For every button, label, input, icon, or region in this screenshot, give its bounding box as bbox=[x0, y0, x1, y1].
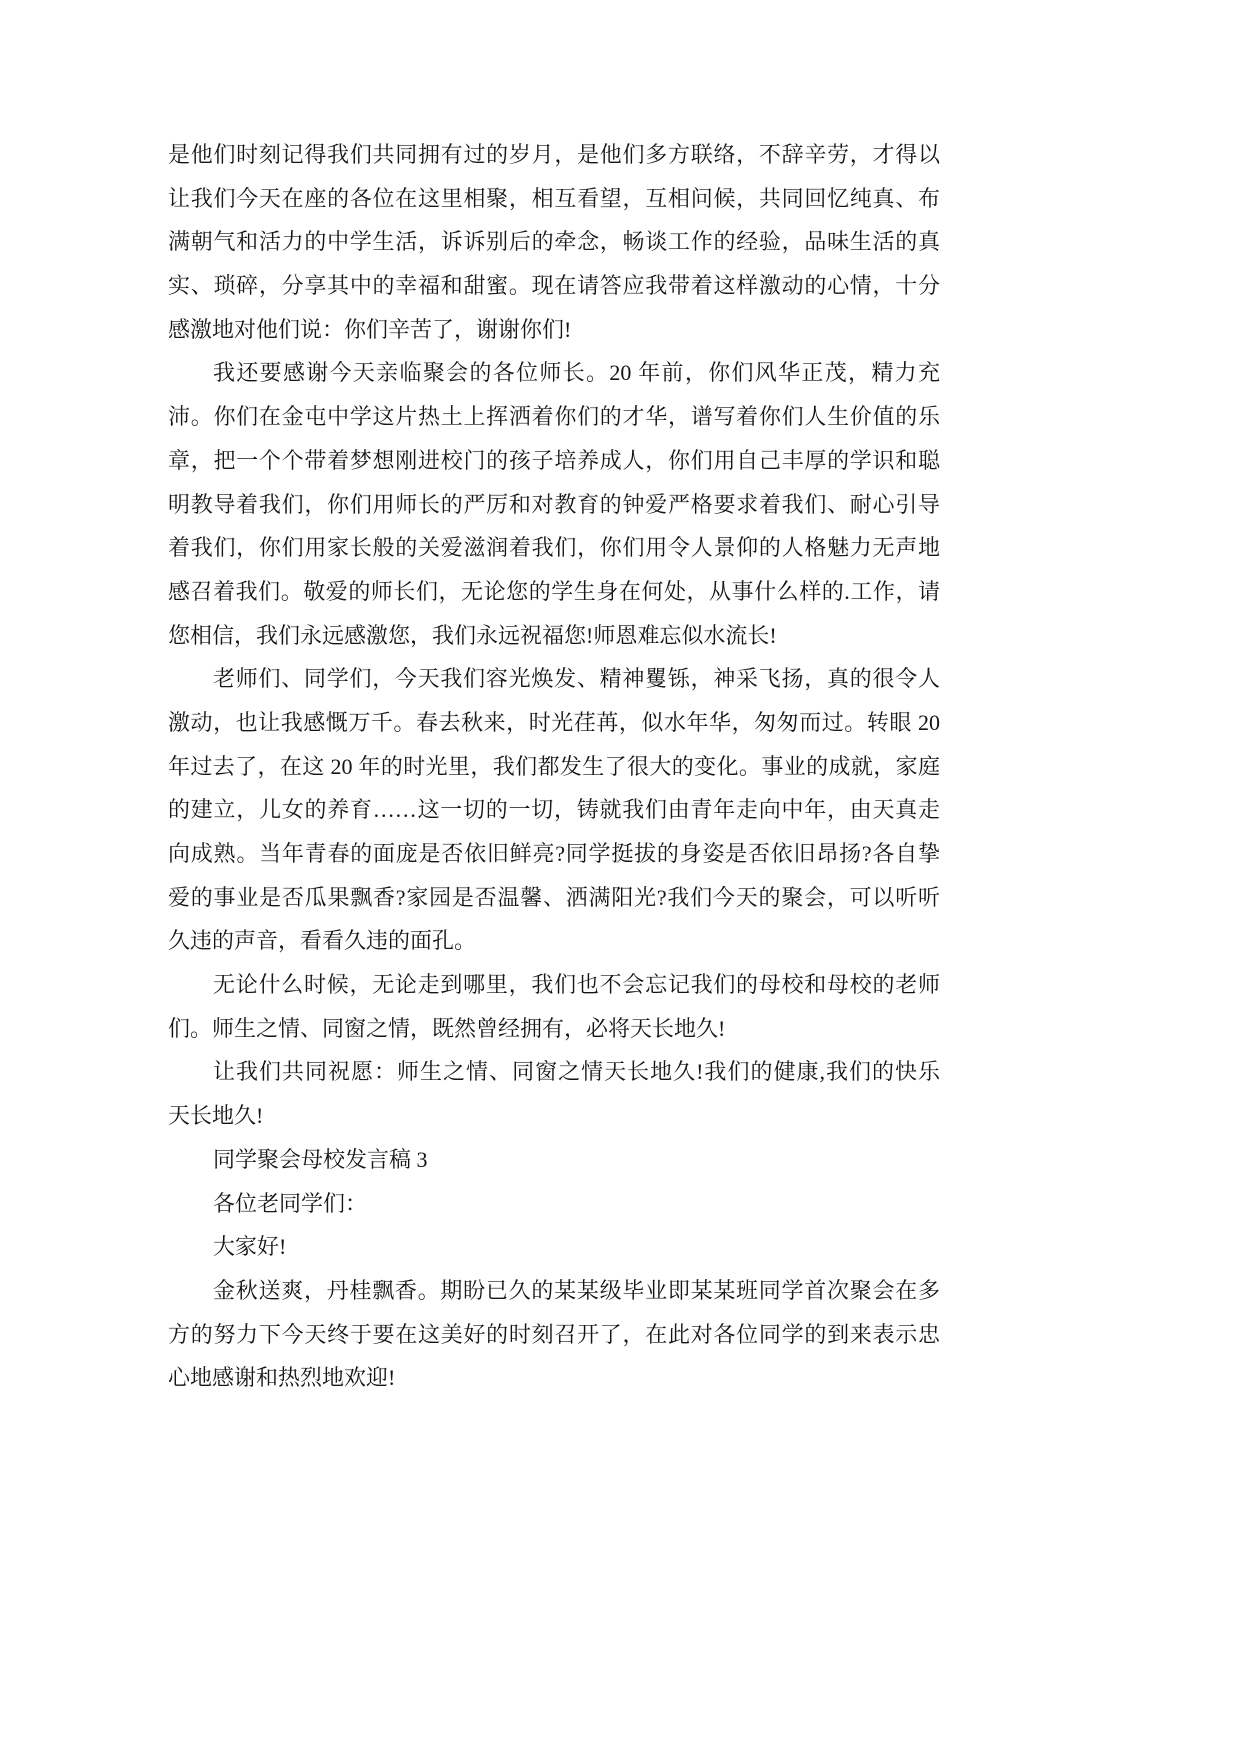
paragraph-line: 方的努力下今天终于要在这美好的时刻召开了，在此对各位同学的到来表示忠 bbox=[168, 1321, 940, 1347]
paragraph-line: 章，把一个个带着梦想刚进校门的孩子培养成人，你们用自己丰厚的学识和聪 bbox=[168, 447, 940, 473]
paragraph-line: 老师们、同学们，今天我们容光焕发、精神矍铄，神采飞扬，真的很令人 bbox=[213, 666, 940, 692]
paragraph-line: 金秋送爽，丹桂飘香。期盼已久的某某级毕业即某某班同学首次聚会在多 bbox=[213, 1277, 940, 1303]
section-heading bbox=[168, 1138, 940, 1182]
paragraph-line: 满朝气和活力的中学生活，诉诉别后的牵念，畅谈工作的经验，品味生活的真 bbox=[168, 229, 940, 255]
paragraph-line: 们。师生之情、同窗之情，既然曾经拥有，必将天长地久! bbox=[168, 1015, 726, 1041]
document-body bbox=[168, 133, 940, 1400]
paragraph bbox=[168, 963, 940, 1050]
paragraph-line: 向成熟。当年青春的面庞是否依旧鲜亮?同学挺拔的身姿是否依旧昂扬?各自挚 bbox=[168, 841, 940, 866]
paragraph bbox=[168, 351, 940, 657]
paragraph-line: 年过去了，在这 20 年的时光里，我们都发生了很大的变化。事业的成就，家庭 bbox=[168, 753, 940, 779]
paragraph-line: 爱的事业是否瓜果飘香?家园是否温馨、洒满阳光?我们今天的聚会，可以听听 bbox=[168, 884, 940, 910]
paragraph-line: 久违的声音，看看久违的面孔。 bbox=[168, 928, 477, 954]
paragraph bbox=[168, 133, 940, 351]
salutation-text: 各位老同学们： bbox=[213, 1190, 368, 1216]
paragraph-line: 心地感谢和热烈地欢迎! bbox=[168, 1365, 396, 1391]
paragraph-line: 感召着我们。敬爱的师长们，无论您的学生身在何处，从事什么样的.工作，请 bbox=[168, 578, 940, 604]
paragraph-line: 激动，也让我感慨万千。春去秋来，时光荏苒，似水年华，匆匆而过。转眼 20 bbox=[168, 709, 940, 735]
paragraph-line: 我还要感谢今天亲临聚会的各位师长。20 年前，你们风华正茂，精力充 bbox=[213, 360, 940, 386]
paragraph bbox=[168, 1269, 940, 1400]
paragraph-line: 天长地久! bbox=[168, 1103, 264, 1129]
salutation bbox=[168, 1182, 940, 1226]
paragraph-line: 您相信，我们永远感激您，我们永远祝福您!师恩难忘似水流长! bbox=[168, 622, 777, 648]
paragraph bbox=[168, 657, 940, 963]
section-heading-text: 同学聚会母校发言稿 3 bbox=[213, 1146, 428, 1172]
paragraph-line: 的建立，儿女的养育……这一切的一切，铸就我们由青年走向中年，由天真走 bbox=[168, 797, 940, 823]
paragraph-line: 无论什么时候，无论走到哪里，我们也不会忘记我们的母校和母校的老师 bbox=[213, 972, 940, 998]
paragraph-line: 着我们，你们用家长般的关爱滋润着我们，你们用令人景仰的人格魅力无声地 bbox=[168, 535, 940, 561]
paragraph-line: 实、琐碎，分享其中的幸福和甜蜜。现在请答应我带着这样激动的心情，十分 bbox=[168, 273, 940, 299]
paragraph-line: 是他们时刻记得我们共同拥有过的岁月，是他们多方联络，不辞辛劳，才得以 bbox=[168, 142, 940, 167]
greeting bbox=[168, 1225, 940, 1269]
paragraph-line: 沛。你们在金屯中学这片热土上挥洒着你们的才华，谱写着你们人生价值的乐 bbox=[168, 404, 940, 430]
greeting-text: 大家好! bbox=[213, 1234, 287, 1260]
paragraph-line: 感激地对他们说：你们辛苦了，谢谢你们! bbox=[168, 316, 572, 342]
paragraph bbox=[168, 1050, 940, 1137]
paragraph-line: 明教导着我们，你们用师长的严厉和对教育的钟爱严格要求着我们、耐心引导 bbox=[168, 491, 940, 517]
paragraph-line: 让我们今天在座的各位在这里相聚，相互看望，互相问候，共同回忆纯真、布 bbox=[168, 185, 940, 211]
paragraph-line: 让我们共同祝愿：师生之情、同窗之情天长地久!我们的健康,我们的快乐 bbox=[213, 1059, 940, 1085]
